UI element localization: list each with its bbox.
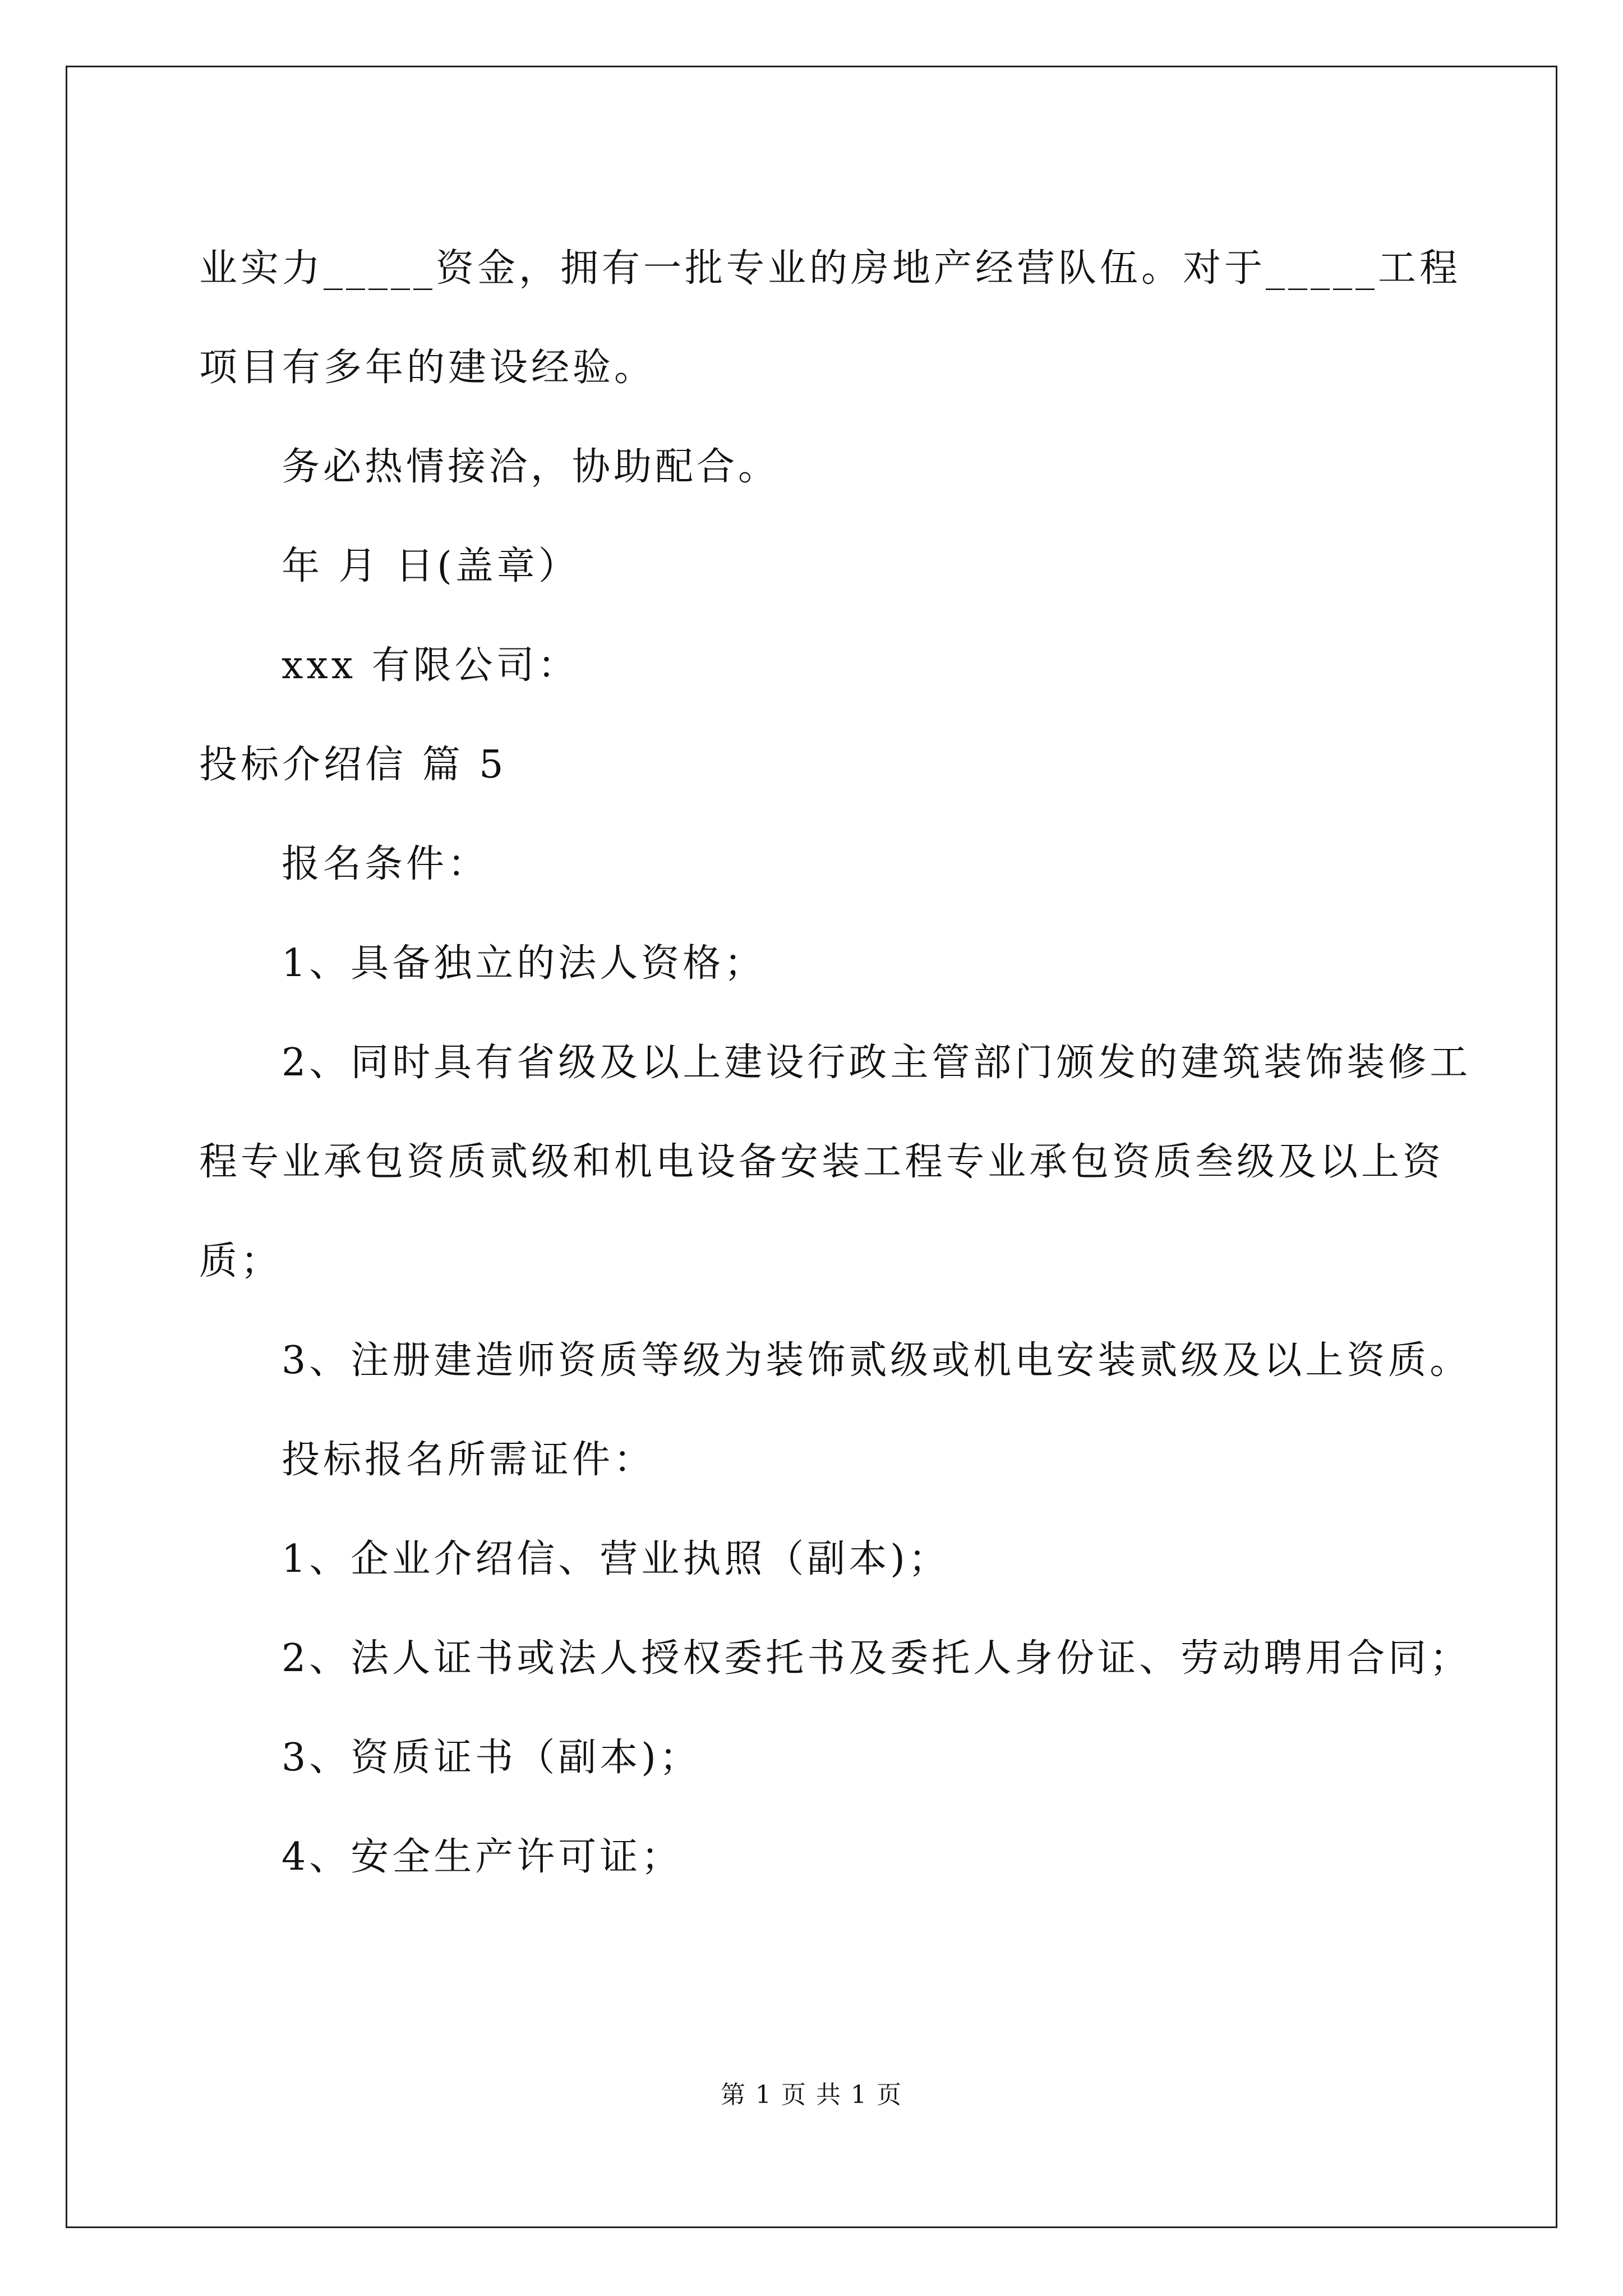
page-footer: 第 1 页 共 1 页	[721, 2081, 902, 2109]
list-item-continuation: 质；	[199, 1239, 283, 1283]
list-item-continuation: 程专业承包资质贰级和机电设备安装工程专业承包资质叁级及以上资	[199, 1140, 1445, 1184]
document-body	[199, 219, 1472, 1907]
paragraph-line: 业实力_____资金，拥有一批专业的房地产经营队伍。对于_____工程	[199, 246, 1461, 291]
subheading: 投标报名所需证件：	[282, 1438, 656, 1482]
date-seal-line: 年 月 日(盖章）	[282, 544, 580, 588]
list-item: 1、具备独立的法人资格；	[282, 941, 766, 986]
list-item: 4、安全生产许可证；	[282, 1835, 683, 1879]
list-item: 1、企业介绍信、营业执照（副本)；	[282, 1537, 950, 1581]
list-item: 2、法人证书或法人授权委托书及委托人身份证、劳动聘用合同；	[282, 1636, 1472, 1681]
list-item: 2、同时具有省级及以上建设行政主管部门颁发的建筑装饰装修工	[282, 1041, 1472, 1085]
list-item: 3、注册建造师资质等级为装饰贰级或机电安装贰级及以上资质。	[282, 1338, 1472, 1383]
subheading: 报名条件：	[282, 842, 490, 886]
section-heading: 投标介绍信 篇 5	[199, 743, 507, 787]
addressee-line: xxx 有限公司：	[282, 643, 579, 688]
paragraph-line: 务必热情接洽，协助配合。	[282, 445, 780, 489]
paragraph-line: 项目有多年的建设经验。	[199, 346, 656, 390]
list-item: 3、资质证书（副本)；	[282, 1736, 701, 1780]
